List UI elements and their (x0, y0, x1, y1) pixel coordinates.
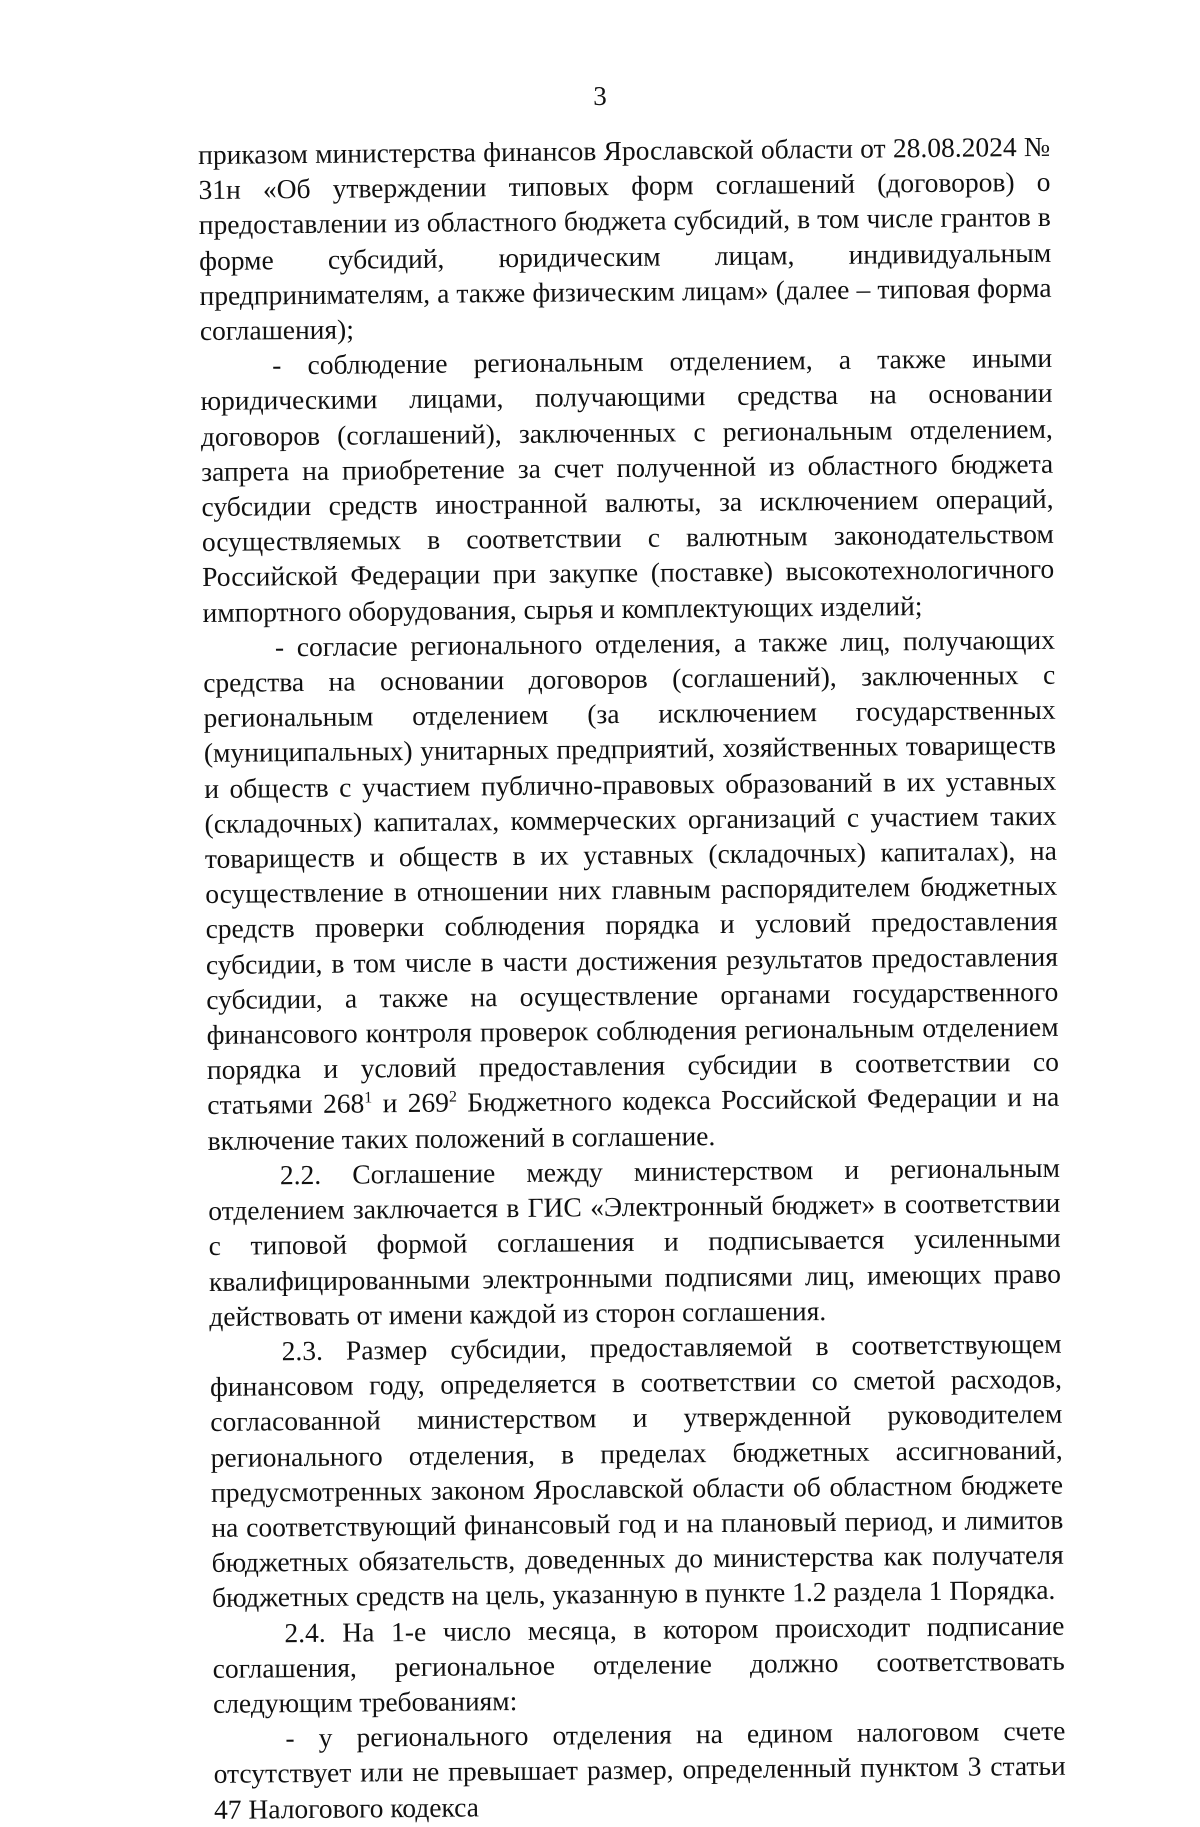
page-number: 3 (593, 81, 607, 111)
consent-text-part: Бюджетного кодекса Российской Федерации и на включение таких положений в соглашение. (207, 1081, 1060, 1156)
paragraph-tax-account: - у регионального отделения на едином налоговом счете отсутствует или не превышает размер, определенный пунктом 3 статьи 47 Налогового кодекса (213, 1714, 1066, 1825)
footnote-superscript: 2 (448, 1089, 458, 1107)
paragraph-consent (203, 622, 1060, 1158)
paragraph-2-3: 2.3. Размер субсидии, предоставляемой в соответствующем финансовом году, определяется в соответствии со сметой расходов, согласованной министерством и утвержденной руководителем регионального отделения, в пределах бюджетных ассигнований, предусмотренных законом Ярославской области об областном бюджете на соответствующий финансовый год и на плановый период, и лимитов бюджетных обязательств, доведенных до министерства как получателя бюджетных средств на цель, указанную в пункте 1.2 раздела 1 Порядка. (209, 1327, 1064, 1614)
consent-text-part: - согласие регионального отделения, а также лиц, получающих средства на основании договоров (соглашений), заключенных с региональным отделением (за исключением государственных (муниципальных) унитарных предприятий, хозяйственных товариществ и обществ с участием публично-правовых образований в их уставных (складочных) капиталах, коммерческих организаций с участием таких товариществ и обществ в их уставных (складочных) капиталах), на осуществление в отношении них главным распорядителем бюджетных средств проверки соблюдения порядка и условий предоставления субсидии, в том числе в части достижения результатов предоставления субсидии, а также на осуществление органами государственного финансового контроля проверок соблюдения региональным отделением порядка и условий предоставления субсидии в соответствии со статьями 268 (203, 623, 1060, 1121)
document-body (198, 129, 1066, 1827)
footnote-superscript: 1 (364, 1089, 373, 1107)
paragraph-order-reference: приказом министерства финансов Ярославской области от 28.08.2024 № 31н «Об утверждении типовых форм соглашений (договоров) о предоставлении из областного бюджета субсидий, в том числе грантов в форме субсидий, юридическим лицам, индивидуальным предпринимателям, а также физическим лицам» (далее – типовая форма соглашения); (198, 130, 1052, 347)
paragraph-currency-ban: - соблюдение региональным отделением, а также иными юридическими лицами, получающими средства на основании договоров (соглашений), заключенных с региональным отделением, запрета на приобретение за счет полученной из областного бюджета субсидии средств иностранной валюты, за исключением операций, осуществляемых в соответствии с валютным законодательством Российской Федерации при закупке (поставке) высокотехнологичного импортного оборудования, сырья и комплектующих изделий; (200, 342, 1055, 628)
paragraph-2-2: 2.2. Соглашение между министерством и региональным отделением заключается в ГИС «Электронный бюджет» в соответствии с типовой формой соглашения и подписывается усиленными квалифицированными электронными подписями лиц, имеющих право действовать от имени каждой из сторон соглашения. (208, 1151, 1062, 1332)
consent-text-part: и 269 (372, 1087, 450, 1119)
paragraph-2-4: 2.4. На 1-е число месяца, в котором происходит подписание соглашения, региональное отделение должно соответствовать следующим требованиям: (212, 1609, 1065, 1719)
